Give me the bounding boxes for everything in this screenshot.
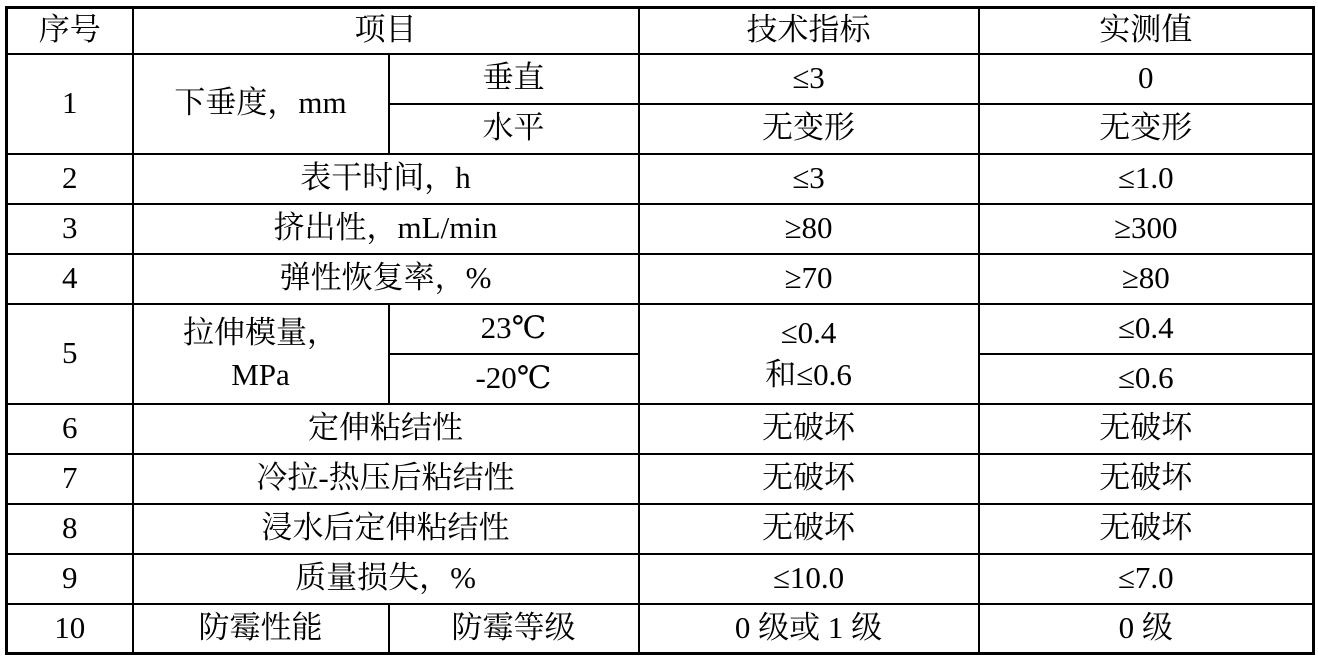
cell-measured: ≥80 <box>979 254 1314 304</box>
header-spec: 技术指标 <box>639 8 979 54</box>
cell-measured: 无变形 <box>979 104 1314 154</box>
cell-spec-line1: ≤0.4 <box>780 314 837 350</box>
cell-measured: ≤1.0 <box>979 154 1314 204</box>
cell-spec-line2: 和≤0.6 <box>765 356 852 392</box>
cell-item: 浸水后定伸粘结性 <box>133 504 639 554</box>
table-row-4 <box>7 254 1314 304</box>
cell-spec: ≤3 <box>639 154 979 204</box>
cell-cond: 水平 <box>389 104 639 154</box>
cell-spec: ≤10.0 <box>639 554 979 604</box>
cell-spec: 0 级或 1 级 <box>639 604 979 654</box>
cell-item: 质量损失，% <box>133 554 639 604</box>
cell-item-sub: 防霉等级 <box>389 604 639 654</box>
cell-item: 定伸粘结性 <box>133 404 639 454</box>
cell-no: 9 <box>7 554 133 604</box>
header-item: 项目 <box>133 8 639 54</box>
cell-item: 下垂度，mm <box>133 54 389 154</box>
cell-spec: 无破坏 <box>639 404 979 454</box>
cell-measured: ≤7.0 <box>979 554 1314 604</box>
cell-no: 1 <box>7 54 133 154</box>
cell-measured: 无破坏 <box>979 504 1314 554</box>
table-row-8 <box>7 504 1314 554</box>
cell-measured: 0 级 <box>979 604 1314 654</box>
cell-no: 4 <box>7 254 133 304</box>
cell-item: 防霉性能 <box>133 604 389 654</box>
cell-spec: 无变形 <box>639 104 979 154</box>
cell-cond: -20℃ <box>389 354 639 404</box>
table-row-3 <box>7 204 1314 254</box>
cell-no: 6 <box>7 404 133 454</box>
cell-item-line2: MPa <box>231 356 290 392</box>
cell-item: 表干时间，h <box>133 154 639 204</box>
cell-measured: 无破坏 <box>979 404 1314 454</box>
cell-spec: ≥70 <box>639 254 979 304</box>
cell-no: 8 <box>7 504 133 554</box>
table-header-row <box>7 8 1314 54</box>
cell-no: 2 <box>7 154 133 204</box>
cell-measured: ≤0.4 <box>979 304 1314 354</box>
cell-no: 5 <box>7 304 133 404</box>
table-row-7 <box>7 454 1314 504</box>
cell-item: 冷拉-热压后粘结性 <box>133 454 639 504</box>
table-row-5a <box>7 304 1314 354</box>
spec-table <box>5 6 1315 655</box>
cell-item-line1: 拉伸模量， <box>183 314 338 350</box>
cell-measured: 0 <box>979 54 1314 104</box>
cell-spec <box>639 304 979 404</box>
cell-item: 弹性恢复率，% <box>133 254 639 304</box>
cell-measured: ≤0.6 <box>979 354 1314 404</box>
cell-no: 7 <box>7 454 133 504</box>
cell-spec: 无破坏 <box>639 454 979 504</box>
cell-no: 10 <box>7 604 133 654</box>
cell-spec: ≥80 <box>639 204 979 254</box>
table-row-6 <box>7 404 1314 454</box>
header-no: 序号 <box>7 8 133 54</box>
cell-cond: 垂直 <box>389 54 639 104</box>
table-row-1a <box>7 54 1314 104</box>
table-row-2 <box>7 154 1314 204</box>
cell-item: 挤出性，mL/min <box>133 204 639 254</box>
cell-no: 3 <box>7 204 133 254</box>
cell-measured: 无破坏 <box>979 454 1314 504</box>
cell-cond: 23℃ <box>389 304 639 354</box>
cell-spec: 无破坏 <box>639 504 979 554</box>
cell-spec: ≤3 <box>639 54 979 104</box>
table-row-9 <box>7 554 1314 604</box>
header-measured: 实测值 <box>979 8 1314 54</box>
cell-measured: ≥300 <box>979 204 1314 254</box>
cell-item <box>133 304 389 404</box>
table-row-10 <box>7 604 1314 654</box>
